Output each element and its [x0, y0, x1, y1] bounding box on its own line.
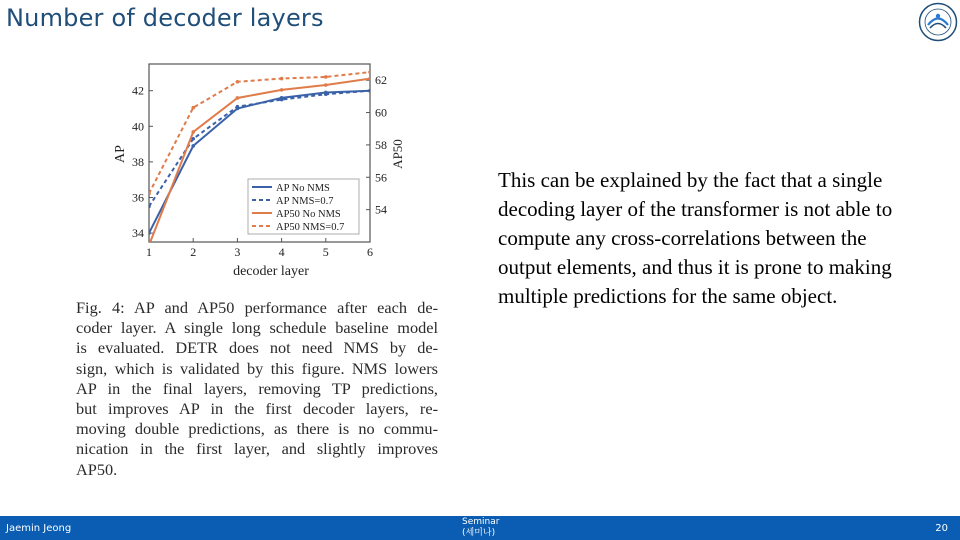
figure-caption [76, 298, 438, 480]
series-point [324, 92, 328, 96]
caption-line: sign, which is validated by this figure. NMS lowers [76, 358, 438, 378]
caption-line: moving double predictions, as there is no commu- [76, 419, 438, 439]
y-tick-label-left: 40 [132, 119, 144, 134]
legend-label: AP50 No NMS [276, 209, 341, 220]
caption-line: AP50. [76, 459, 118, 479]
caption-line: AP in the final layers, removing TP predictions, [76, 378, 438, 398]
y-tick-label-right: 56 [375, 170, 387, 185]
chart-legend [248, 179, 359, 234]
y-tick-label-right: 54 [375, 202, 387, 217]
university-seal-icon [918, 2, 958, 42]
series-point [368, 70, 372, 74]
series-point [191, 106, 195, 110]
y-tick-label-right: 62 [375, 73, 387, 88]
legend-label: AP50 NMS=0.7 [276, 222, 345, 233]
footer-seminar-line: Seminar [462, 517, 500, 527]
series-point [280, 88, 284, 92]
series-point [147, 192, 151, 196]
page-number: 20 [935, 523, 948, 534]
y-tick-label-left: 34 [132, 226, 144, 241]
footer-seminar-line: (세미나) [462, 528, 496, 538]
legend-label: AP NMS=0.7 [276, 196, 334, 207]
footer-seminar [462, 517, 499, 539]
series-line-3 [149, 72, 370, 193]
x-tick-label: 3 [234, 245, 241, 259]
footer-bar [0, 516, 960, 540]
x-tick-label: 6 [367, 245, 373, 259]
y-tick-label-right: 58 [375, 137, 387, 152]
y-tick-label-left: 38 [132, 154, 144, 169]
series-point [147, 205, 151, 209]
x-axis-label: decoder layer [233, 264, 309, 279]
legend-label: AP No NMS [276, 183, 330, 194]
x-tick-label: 2 [190, 245, 197, 259]
footer-author: Jaemin Jeong [6, 523, 72, 534]
series-point [324, 83, 328, 87]
series-point [191, 130, 195, 134]
y-tick-label-left: 42 [132, 83, 144, 98]
series-point [368, 77, 372, 81]
series-point [368, 89, 372, 93]
y-tick-label-left: 36 [132, 190, 144, 205]
x-tick-label: 1 [146, 245, 152, 259]
x-tick-label: 5 [322, 245, 329, 259]
explanation-text: This can be explained by the fact that a single decoding layer of the transformer is not able to compute any cross-correlations between the output elements, and thus it is prone to making multiple predictions for the same object. [498, 168, 893, 308]
series-point [236, 105, 240, 109]
caption-line: nication in the first layer, and slightly improves [76, 439, 438, 459]
caption-line: coder layer. A single long schedule baseline model [76, 318, 438, 338]
caption-line: Fig. 4: AP and AP50 performance after each de- [76, 298, 438, 317]
series-point [280, 98, 284, 102]
y-axis-label-left: AP [113, 145, 128, 163]
x-tick-label: 4 [278, 245, 285, 259]
series-point [191, 144, 195, 148]
caption-line: is evaluated. DETR does not need NMS by de- [76, 338, 438, 358]
series-point [236, 80, 240, 84]
slide-title: Number of decoder layers [6, 4, 324, 32]
caption-line: but improves AP in the first decoder layers, re- [76, 399, 438, 419]
y-axis-label-right: AP50 [390, 139, 405, 169]
y-tick-label-right: 60 [375, 105, 387, 120]
series-point [236, 96, 240, 100]
series-point [280, 77, 284, 81]
series-point [324, 75, 328, 79]
ap-chart [100, 52, 410, 284]
series-point [147, 231, 151, 235]
